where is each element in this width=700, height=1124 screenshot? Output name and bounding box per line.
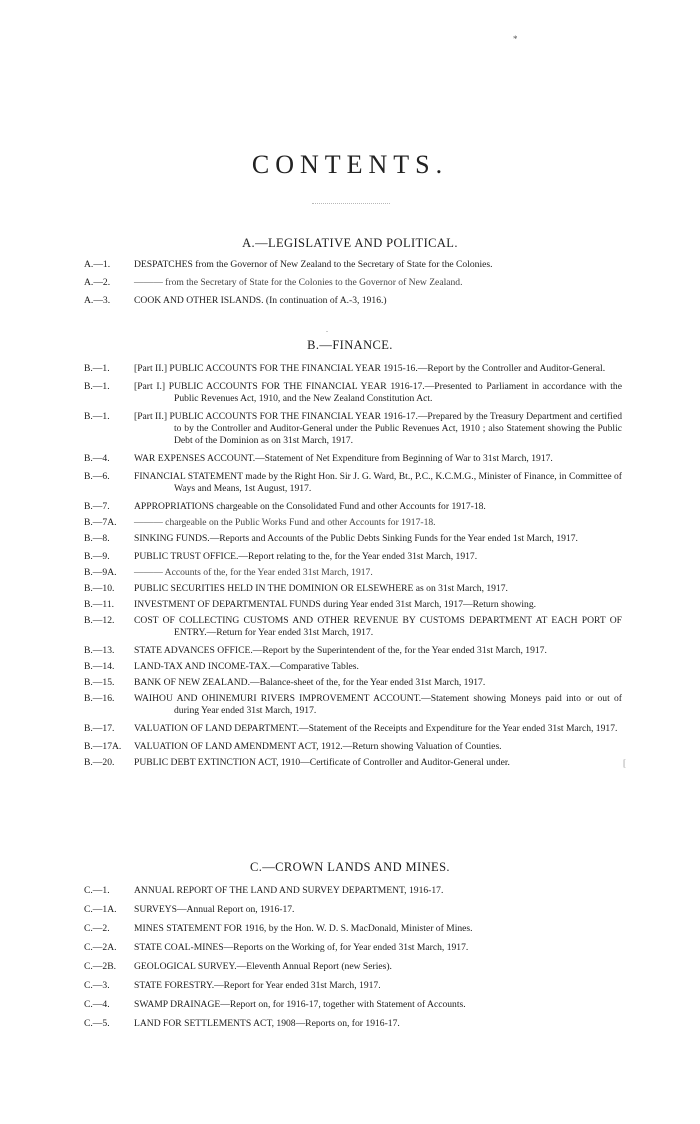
list-item: [84, 980, 622, 992]
entry-text: SWAMP DRAINAGE—Report on, for 1916-17, together with Statement of Accounts.: [134, 999, 466, 1010]
list-item: [84, 961, 622, 973]
entry-text: COOK AND OTHER ISLANDS. (In continuation of A.-3, 1916.): [134, 295, 387, 306]
entry-code: B.—12.: [84, 615, 115, 626]
list-item: [84, 363, 622, 375]
entry-text: ——— Accounts of the, for the Year ended 31st March, 1917.: [134, 567, 373, 578]
entry-text: [Part II.] PUBLIC ACCOUNTS FOR THE FINANCIAL YEAR 1915-16.—Report by the Controller and Auditor-General.: [134, 363, 606, 374]
list-item: [84, 677, 622, 689]
entry-code: C.—2A.: [84, 942, 117, 953]
entry-code: B.—17.: [84, 723, 115, 734]
entry-code: B.—6.: [84, 471, 110, 482]
entry-code: C.—2B.: [84, 961, 116, 972]
section-a-list: [84, 259, 622, 307]
list-item: [84, 551, 622, 563]
entry-code: B.—1.: [84, 363, 110, 374]
entry-text: PUBLIC SECURITIES HELD IN THE DOMINION OR ELSEWHERE as on 31st March, 1917.: [134, 583, 508, 594]
list-item: [84, 277, 622, 289]
list-item: [84, 567, 622, 579]
list-item: [84, 645, 622, 657]
page-title: CONTENTS.: [251, 150, 449, 179]
entry-code: A.—1.: [84, 259, 111, 270]
entry-code: B.—7A.: [84, 517, 117, 528]
entry-text: LAND-TAX AND INCOME-TAX.—Comparative Tables.: [134, 661, 359, 672]
entry-text: VALUATION OF LAND AMENDMENT ACT, 1912.—Return showing Valuation of Counties.: [134, 741, 502, 752]
entry-text: STATE FORESTRY.—Report for Year ended 31st March, 1917.: [134, 980, 381, 991]
list-item: [84, 999, 622, 1011]
list-item: [84, 904, 622, 916]
list-item: [84, 471, 622, 495]
list-item: [84, 942, 622, 954]
section-ornament: .: [326, 325, 328, 334]
entry-text: ANNUAL REPORT OF THE LAND AND SURVEY DEPARTMENT, 1916-17.: [134, 885, 444, 896]
entry-text: STATE COAL-MINES—Reports on the Working of, for Year ended 31st March, 1917.: [134, 942, 469, 953]
list-item: [84, 501, 622, 513]
entry-code: B.—1.: [84, 411, 110, 422]
entry-code: C.—1.: [84, 885, 110, 896]
list-item: [84, 723, 622, 735]
entry-text: PUBLIC DEBT EXTINCTION ACT, 1910—Certificate of Controller and Auditor-General under.: [134, 757, 510, 768]
entry-code: B.—9A.: [84, 567, 117, 578]
section-b-heading: B.—FINANCE.: [307, 338, 393, 352]
list-item: [84, 295, 622, 307]
entry-text: MINES STATEMENT FOR 1916, by the Hon. W. D. S. MacDonald, Minister of Mines.: [134, 923, 473, 934]
entry-code: C.—2.: [84, 923, 110, 934]
page-mark: *: [513, 34, 518, 44]
entry-text: WAIHOU AND OHINEMURI RIVERS IMPROVEMENT ACCOUNT.—Statement showing Moneys paid into or out of during Year ended 31st March, 1917.: [134, 693, 622, 716]
list-item: [84, 411, 622, 447]
entry-code: C.—3.: [84, 980, 110, 991]
entry-text: SINKING FUNDS.—Reports and Accounts of the Public Debts Sinking Funds for the Year ended 1st March, 1917.: [134, 533, 578, 544]
entry-code: B.—8.: [84, 533, 110, 544]
list-item: [84, 741, 622, 753]
entry-text: BANK OF NEW ZEALAND.—Balance-sheet of the, for the Year ended 31st March, 1917.: [134, 677, 486, 688]
list-item: [84, 259, 622, 271]
list-item: [84, 615, 622, 639]
entry-code: B.—15.: [84, 677, 115, 688]
section-c-heading: C.—CROWN LANDS AND MINES.: [250, 860, 450, 874]
list-item: [84, 599, 622, 611]
entry-text: GEOLOGICAL SURVEY.—Eleventh Annual Report (new Series).: [134, 961, 392, 972]
title-divider: [312, 203, 390, 204]
entry-code: B.—11.: [84, 599, 115, 610]
list-item: [84, 923, 622, 935]
list-item: [84, 453, 622, 465]
list-item: [84, 661, 622, 673]
entry-text: APPROPRIATIONS chargeable on the Consolidated Fund and other Accounts for 1917-18.: [134, 501, 486, 512]
section-c-list: [84, 885, 622, 1030]
entry-code: C.—5.: [84, 1018, 110, 1029]
entry-text: INVESTMENT OF DEPARTMENTAL FUNDS during Year ended 31st March, 1917—Return showing.: [134, 599, 537, 610]
list-item: [84, 583, 622, 595]
section-b-list: [84, 363, 626, 769]
entry-code: B.—1.: [84, 381, 110, 392]
entry-code: B.—20.: [84, 757, 115, 768]
entry-code: B.—13.: [84, 645, 115, 656]
entry-text: WAR EXPENSES ACCOUNT.—Statement of Net Expenditure from Beginning of War to 31st March, 1917.: [134, 453, 553, 464]
list-item: [84, 885, 622, 897]
entry-code: B.—9.: [84, 551, 110, 562]
entry-text: SURVEYS—Annual Report on, 1916-17.: [134, 904, 295, 915]
entry-code: B.—14.: [84, 661, 115, 672]
entry-code: B.—7.: [84, 501, 110, 512]
entry-code: C.—4.: [84, 999, 110, 1010]
entry-text: LAND FOR SETTLEMENTS ACT, 1908—Reports on, for 1916-17.: [134, 1018, 400, 1029]
entry-text: VALUATION OF LAND DEPARTMENT.—Statement of the Receipts and Expenditure for the Year ended 31st March, 1917.: [134, 723, 618, 734]
entry-text: ——— from the Secretary of State for the Colonies to the Governor of New Zealand.: [134, 277, 463, 288]
list-item: [84, 533, 622, 545]
list-item: [84, 693, 622, 717]
entry-text: ——— chargeable on the Public Works Fund and other Accounts for 1917-18.: [134, 517, 436, 528]
entry-code: B.—4.: [84, 453, 110, 464]
entry-text: [Part II.] PUBLIC ACCOUNTS FOR THE FINANCIAL YEAR 1916-17.—Prepared by the Treasury Department and certified to by the Controller and Auditor-General under the Public Revenues Act, 1910 ; also Statement showing the Public Debt of the Dominion as on 31st March, 1917.: [134, 411, 622, 446]
entry-text: DESPATCHES from the Governor of New Zealand to the Secretary of State for the Colonies.: [134, 259, 493, 270]
entry-code: B.—17A.: [84, 741, 122, 752]
entry-code: B.—10.: [84, 583, 115, 594]
section-a-heading: A.—LEGISLATIVE AND POLITICAL.: [242, 236, 458, 250]
entry-code: B.—16.: [84, 693, 115, 704]
margin-bracket-mark: [: [623, 758, 626, 768]
entry-text: STATE ADVANCES OFFICE.—Report by the Superintendent of the, for the Year ended 31st March, 1917.: [134, 645, 547, 656]
entry-code: A.—3.: [84, 295, 111, 306]
list-item: [84, 381, 622, 405]
entry-text: FINANCIAL STATEMENT made by the Right Hon. Sir J. G. Ward, Bt., P.C., K.C.M.G., Minister of Finance, in Committee of Ways and Means, 1st August, 1917.: [134, 471, 622, 494]
entry-code: C.—1A.: [84, 904, 117, 915]
list-item: [84, 517, 622, 529]
list-item: [84, 757, 626, 769]
entry-text: [Part I.] PUBLIC ACCOUNTS FOR THE FINANCIAL YEAR 1916-17.—Presented to Parliament in accordance with the Public Revenues Act, 1910, and the New Zealand Constitution Act.: [134, 381, 622, 404]
entry-code: A.—2.: [84, 277, 111, 288]
entry-text: COST OF COLLECTING CUSTOMS AND OTHER REVENUE BY CUSTOMS DEPARTMENT AT EACH PORT OF ENTRY.—Return for Year ended 31st March, 1917.: [134, 615, 622, 638]
entry-text: PUBLIC TRUST OFFICE.—Report relating to the, for the Year ended 31st March, 1917.: [134, 551, 478, 562]
list-item: [84, 1018, 622, 1030]
